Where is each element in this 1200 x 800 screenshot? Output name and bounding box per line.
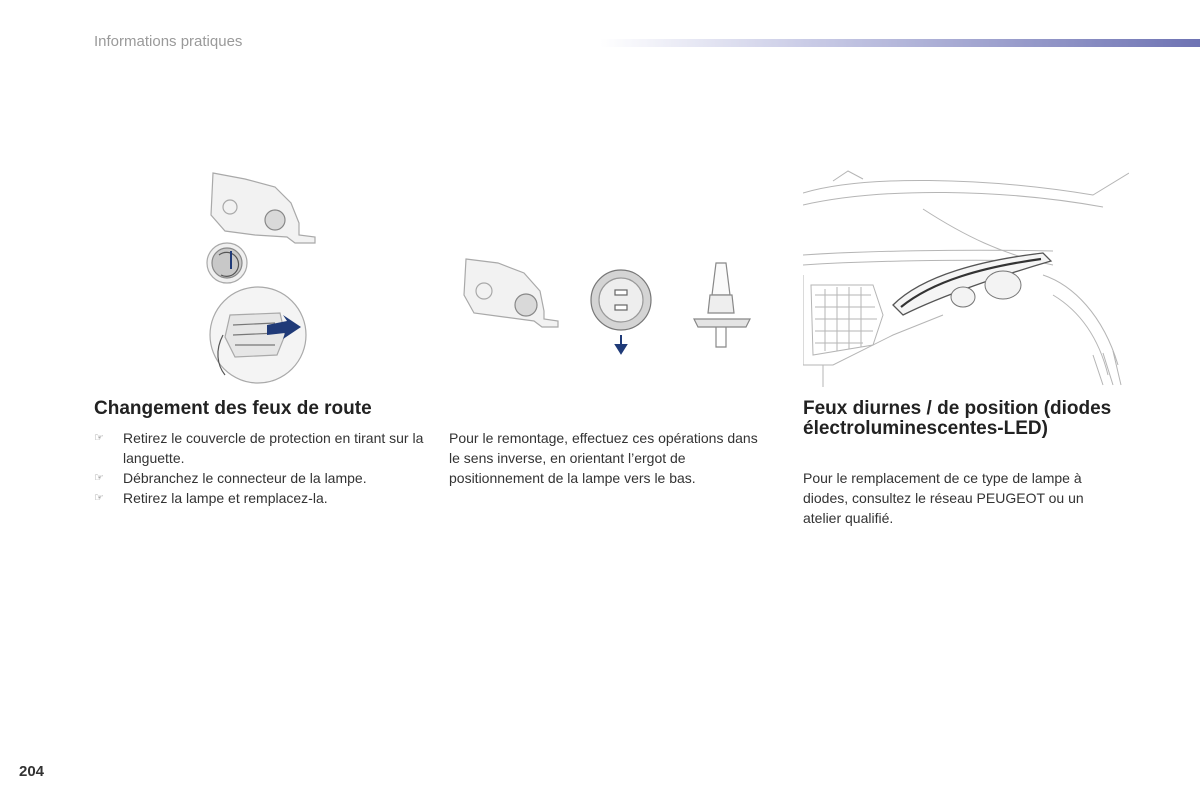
- pointing-hand-icon: ☞: [94, 472, 104, 484]
- pointing-hand-icon: ☞: [94, 492, 104, 504]
- pointing-hand-icon: ☞: [94, 432, 104, 444]
- list-item: [94, 428, 424, 468]
- headlamp-cover-illustration: [195, 165, 325, 385]
- header-accent-bar: [600, 39, 1200, 47]
- page-number: 204: [19, 763, 45, 780]
- header-section-label: Informations pratiques: [94, 33, 243, 50]
- section-title-high-beam: Changement des feux de route: [94, 398, 372, 419]
- step-text: Débranchez le connecteur de la lampe.: [123, 470, 367, 486]
- step-text: Retirez le couvercle de protection en tirant sur la languette.: [123, 430, 424, 466]
- section-title-drl: Feux diurnes / de position (diodes électroluminescentes-LED): [803, 398, 1112, 439]
- step-text: Retirez la lampe et remplacez-la.: [123, 490, 328, 506]
- high-beam-steps-list: [94, 428, 424, 508]
- list-item: [94, 468, 424, 488]
- drl-paragraph: Pour le remplacement de ce type de lampe à diodes, consultez le réseau PEUGEOT ou un atelier qualifié.: [803, 470, 1084, 526]
- list-item: [94, 488, 424, 508]
- car-front-illustration: [803, 165, 1129, 387]
- bulb-removal-illustration: [458, 255, 768, 370]
- reassembly-paragraph: Pour le remontage, effectuez ces opérations dans le sens inverse, en orientant l’ergot de positionnement de la lampe vers le bas.: [449, 430, 758, 486]
